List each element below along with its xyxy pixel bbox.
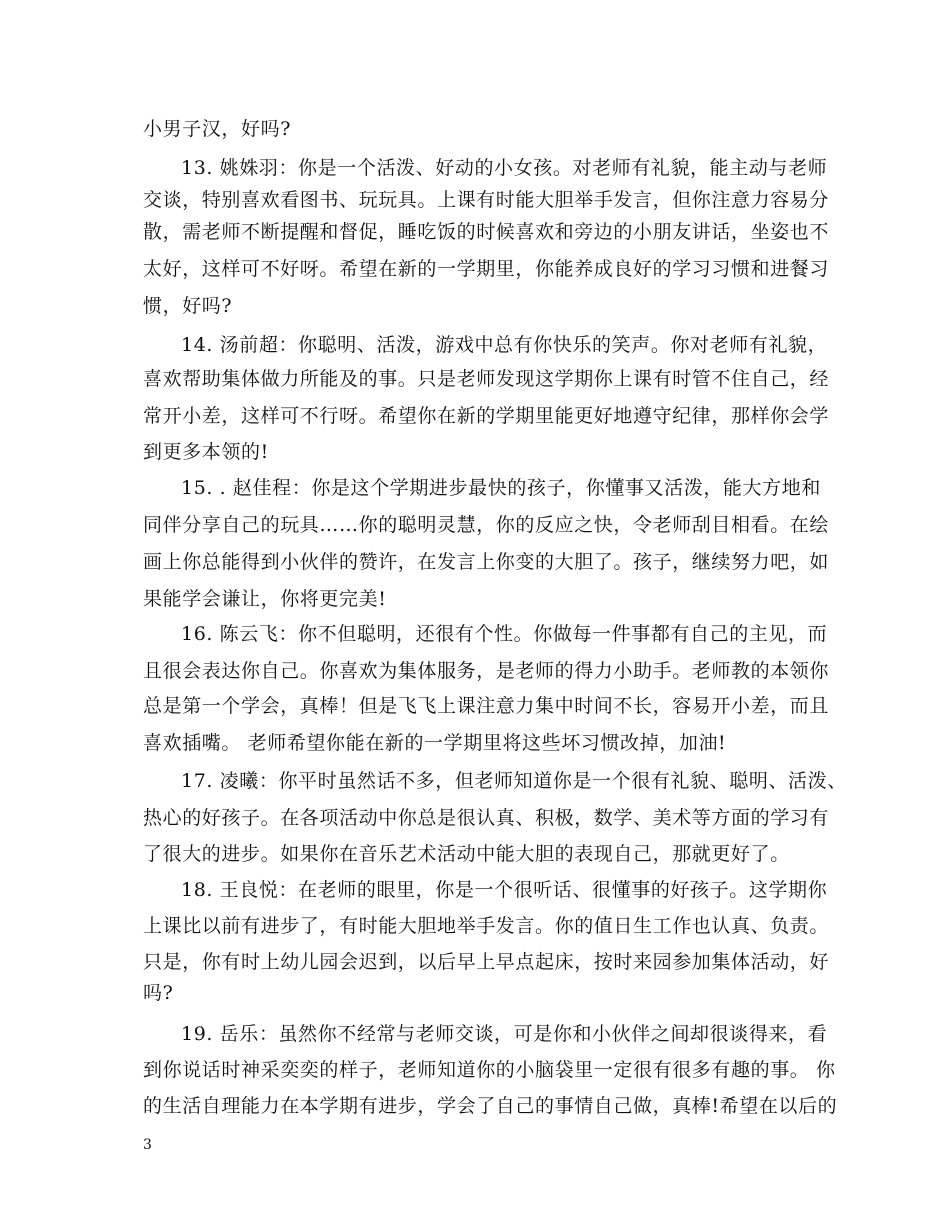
page-number: 3: [143, 1137, 152, 1153]
text-line: 热心的好孩子。在各项活动中你总是很认真、积极，数学、美术等方面的学习有: [143, 807, 830, 829]
text-line: 18. 王良悦：在老师的眼里，你是一个很听话、很懂事的好孩子。这学期你: [181, 879, 828, 901]
text-line: 果能学会谦让，你将更完美!: [143, 588, 387, 610]
text-line: 画上你总能得到小伙伴的赞许，在发言上你变的大胆了。孩子，继续努力吧，如: [143, 551, 830, 573]
text-line: 且很会表达你自己。你喜欢为集体服务，是老师的得力小助手。老师教的本领你: [143, 660, 830, 682]
text-line: 上课比以前有进步了，有时能大胆地举手发言。你的值日生工作也认真、负责。: [143, 915, 830, 937]
text-line: 惯，好吗?: [143, 295, 233, 317]
text-line: 同伴分享自己的玩具……你的聪明灵慧，你的反应之快，令老师刮目相看。在绘: [143, 514, 830, 536]
text-line: 19. 岳乐：虽然你不经常与老师交谈，可是你和小伙伴之间却很谈得来，看: [181, 1023, 828, 1045]
text-line: 的生活自理能力在本学期有进步，学会了自己的事情自己做，真棒!希望在以后的: [143, 1095, 838, 1117]
text-line: 14. 汤前超：你聪明、活泼，游戏中总有你快乐的笑声。你对老师有礼貌，: [181, 334, 828, 356]
text-line: 17. 凌曦：你平时虽然话不多，但老师知道你是一个很有礼貌、聪明、活泼、: [181, 770, 847, 792]
text-line: 到你说话时神采奕奕的样子，老师知道你的小脑袋里一定很有很多有趣的事。 你: [143, 1059, 836, 1081]
text-line: 常开小差，这样可不行呀。希望你在新的学期里能更好地遵守纪律，那样你会学: [143, 405, 830, 427]
text-line: 15. . 赵佳程：你是这个学期进步最快的孩子，你懂事又活泼，能大方地和: [181, 477, 821, 499]
text-line: 小男子汉，好吗?: [143, 118, 291, 140]
text-line: 到更多本领的!: [143, 441, 269, 463]
text-line: 散，需老师不断提醒和督促，睡吃饭的时候喜欢和旁边的小朋友讲话，坐姿也不: [143, 221, 830, 243]
text-line: 太好，这样可不好呀。希望在新的一学期里，你能养成良好的学习习惯和进餐习: [143, 258, 830, 280]
text-line: 吗?: [143, 982, 174, 1004]
text-line: 交谈，特别喜欢看图书、玩玩具。上课有时能大胆举手发言，但你注意力容易分: [143, 189, 830, 211]
text-line: 喜欢帮助集体做力所能及的事。只是老师发现这学期你上课有时管不住自己，经: [143, 368, 830, 390]
text-line: 16. 陈云飞：你不但聪明，还很有个性。你做每一件事都有自己的主见，而: [181, 623, 828, 645]
text-line: 了很大的进步。如果你在音乐艺术活动中能大胆的表现自己，那就更好了。: [143, 843, 790, 865]
text-line: 只是，你有时上幼儿园会迟到，以后早上早点起床，按时来园参加集体活动，好: [143, 951, 830, 973]
text-line: 总是第一个学会，真棒！但是飞飞上课注意力集中时间不长，容易开小差，而且: [143, 695, 830, 717]
text-line: 喜欢插嘴。 老师希望你能在新的一学期里将这些坏习惯改掉，加油!: [143, 732, 727, 754]
text-line: 13. 姚姝羽：你是一个活泼、好动的小女孩。对老师有礼貌，能主动与老师: [181, 157, 828, 179]
